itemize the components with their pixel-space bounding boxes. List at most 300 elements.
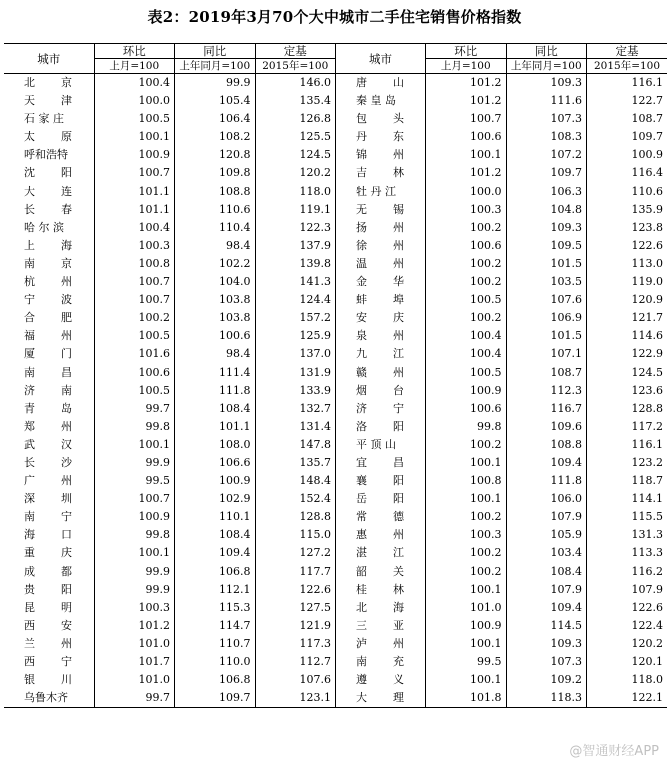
yoy-cell: 114.5: [506, 617, 587, 635]
city-name: 南宁: [24, 510, 72, 524]
yoy-cell: 101.5: [506, 255, 587, 273]
base-cell: 116.1: [587, 74, 668, 93]
city-cell: [336, 92, 426, 110]
mom-cell: 99.9: [94, 581, 175, 599]
yoy-cell: 110.0: [175, 653, 256, 671]
mom-cell: 100.1: [94, 436, 175, 454]
mom-cell: 101.0: [94, 671, 175, 689]
city-cell: [4, 526, 94, 544]
yoy-cell: 108.4: [175, 526, 256, 544]
table-row: [4, 74, 667, 93]
mom-header-right: 环比: [426, 44, 507, 59]
city-name: 长沙: [24, 455, 72, 469]
base-cell: 135.9: [587, 201, 668, 219]
mom-cell: 99.7: [94, 689, 175, 708]
city-cell: [4, 472, 94, 490]
city-name: 襄阳: [356, 474, 404, 488]
base-cell: 107.6: [255, 671, 336, 689]
city-cell: [336, 110, 426, 128]
mom-cell: 100.5: [94, 110, 175, 128]
city-cell: [336, 327, 426, 345]
base-cell: 120.1: [587, 653, 668, 671]
watermark: @智通财经APP: [569, 744, 659, 759]
yoy-cell: 106.8: [175, 671, 256, 689]
city-cell: [4, 164, 94, 182]
city-cell: [4, 490, 94, 508]
mom-cell: 100.6: [426, 237, 507, 255]
city-cell: [336, 418, 426, 436]
yoy-cell: 109.7: [506, 164, 587, 182]
base-subheader-right: 2015年=100: [587, 59, 668, 74]
mom-cell: 100.8: [426, 472, 507, 490]
city-cell: [4, 635, 94, 653]
city-header-right: 城市: [336, 44, 426, 74]
yoy-cell: 110.4: [175, 219, 256, 237]
base-cell: 135.7: [255, 454, 336, 472]
base-cell: 132.7: [255, 400, 336, 418]
mom-cell: 100.3: [426, 526, 507, 544]
table-row: [4, 110, 667, 128]
yoy-cell: 99.9: [175, 74, 256, 93]
city-name: 锦州: [356, 148, 404, 162]
city-name: 广州: [24, 474, 72, 488]
base-cell: 126.8: [255, 110, 336, 128]
mom-cell: 99.8: [426, 418, 507, 436]
yoy-cell: 103.8: [175, 291, 256, 309]
city-name: 牡丹江: [356, 184, 396, 198]
yoy-cell: 106.3: [506, 183, 587, 201]
yoy-cell: 102.2: [175, 255, 256, 273]
city-cell: [336, 345, 426, 363]
yoy-cell: 118.3: [506, 689, 587, 708]
mom-cell: 100.4: [426, 345, 507, 363]
table-row: [4, 671, 667, 689]
base-cell: 147.8: [255, 436, 336, 454]
table-row: [4, 291, 667, 309]
base-cell: 119.0: [587, 273, 668, 291]
mom-cell: 100.5: [426, 364, 507, 382]
mom-cell: 99.8: [94, 526, 175, 544]
table-row: [4, 617, 667, 635]
table-row: [4, 237, 667, 255]
city-name: 南昌: [24, 365, 72, 379]
base-cell: 152.4: [255, 490, 336, 508]
yoy-cell: 108.8: [175, 183, 256, 201]
base-cell: 122.6: [587, 599, 668, 617]
city-name: 北海: [356, 600, 404, 614]
base-cell: 110.6: [587, 183, 668, 201]
city-name: 太原: [24, 130, 72, 144]
table-row: [4, 544, 667, 562]
base-cell: 141.3: [255, 273, 336, 291]
city-name: 安庆: [356, 311, 404, 325]
table-row: [4, 219, 667, 237]
yoy-cell: 107.3: [506, 653, 587, 671]
city-cell: [4, 436, 94, 454]
yoy-cell: 101.1: [175, 418, 256, 436]
table-row: [4, 327, 667, 345]
city-name: 徐州: [356, 238, 404, 252]
yoy-cell: 112.3: [506, 382, 587, 400]
base-cell: 124.5: [587, 364, 668, 382]
mom-cell: 100.2: [426, 273, 507, 291]
base-subheader-left: 2015年=100: [255, 59, 336, 74]
city-cell: [4, 273, 94, 291]
table-row: [4, 345, 667, 363]
city-cell: [336, 490, 426, 508]
mom-cell: 100.1: [426, 454, 507, 472]
base-cell: 119.1: [255, 201, 336, 219]
mom-cell: 100.2: [426, 219, 507, 237]
yoy-cell: 109.4: [175, 544, 256, 562]
table-row: [4, 472, 667, 490]
city-cell: [4, 653, 94, 671]
base-cell: 114.1: [587, 490, 668, 508]
base-cell: 124.5: [255, 146, 336, 164]
table-row: [4, 255, 667, 273]
base-cell: 137.0: [255, 345, 336, 363]
table-row: [4, 128, 667, 146]
city-name: 赣州: [356, 365, 404, 379]
city-cell: [336, 201, 426, 219]
city-cell: [336, 653, 426, 671]
mom-subheader-left: 上月=100: [94, 59, 175, 74]
yoy-cell: 106.9: [506, 309, 587, 327]
base-header-left: 定基: [255, 44, 336, 59]
base-cell: 122.9: [587, 345, 668, 363]
city-cell: [336, 671, 426, 689]
yoy-cell: 114.7: [175, 617, 256, 635]
city-name: 北京: [24, 76, 72, 89]
mom-cell: 101.0: [94, 635, 175, 653]
base-cell: 131.4: [255, 418, 336, 436]
table-row: [4, 508, 667, 526]
mom-cell: 100.1: [94, 544, 175, 562]
mom-cell: 100.2: [426, 436, 507, 454]
base-cell: 121.9: [255, 617, 336, 635]
base-cell: 122.1: [587, 689, 668, 708]
base-cell: 116.2: [587, 563, 668, 581]
mom-cell: 100.1: [94, 128, 175, 146]
city-cell: [336, 74, 426, 93]
yoy-cell: 108.0: [175, 436, 256, 454]
base-cell: 117.3: [255, 635, 336, 653]
base-cell: 118.0: [587, 671, 668, 689]
base-cell: 123.1: [255, 689, 336, 708]
base-cell: 146.0: [255, 74, 336, 93]
base-cell: 125.9: [255, 327, 336, 345]
yoy-cell: 103.5: [506, 273, 587, 291]
base-cell: 109.7: [587, 128, 668, 146]
city-name: 泉州: [356, 329, 404, 343]
city-name: 桂林: [356, 582, 404, 596]
mom-cell: 101.2: [426, 164, 507, 182]
base-cell: 133.9: [255, 382, 336, 400]
yoy-cell: 105.9: [506, 526, 587, 544]
yoy-cell: 106.4: [175, 110, 256, 128]
yoy-cell: 107.6: [506, 291, 587, 309]
city-name: 武汉: [24, 437, 72, 451]
city-name: 西安: [24, 618, 72, 632]
mom-cell: 100.4: [426, 327, 507, 345]
city-name: 大连: [24, 184, 72, 198]
mom-cell: 101.0: [426, 599, 507, 617]
city-name: 韶关: [356, 564, 404, 578]
base-cell: 123.6: [587, 382, 668, 400]
yoy-cell: 104.8: [506, 201, 587, 219]
yoy-cell: 108.2: [175, 128, 256, 146]
city-cell: [4, 92, 94, 110]
city-cell: [336, 544, 426, 562]
mom-cell: 100.6: [94, 364, 175, 382]
yoy-cell: 115.3: [175, 599, 256, 617]
table-row: [4, 526, 667, 544]
city-cell: [336, 219, 426, 237]
mom-cell: 100.1: [426, 581, 507, 599]
yoy-cell: 111.6: [506, 92, 587, 110]
table-row: [4, 309, 667, 327]
table-row: [4, 201, 667, 219]
base-cell: 117.7: [255, 563, 336, 581]
base-cell: 131.3: [587, 526, 668, 544]
base-cell: 115.5: [587, 508, 668, 526]
mom-cell: 100.2: [426, 544, 507, 562]
city-cell: [336, 400, 426, 418]
mom-cell: 99.7: [94, 400, 175, 418]
city-cell: [4, 671, 94, 689]
yoy-cell: 110.6: [175, 201, 256, 219]
yoy-subheader-right: 上年同月=100: [506, 59, 587, 74]
base-cell: 116.1: [587, 436, 668, 454]
city-cell: [336, 454, 426, 472]
mom-subheader-right: 上月=100: [426, 59, 507, 74]
city-cell: [4, 237, 94, 255]
base-cell: 112.7: [255, 653, 336, 671]
base-cell: 118.7: [587, 472, 668, 490]
yoy-cell: 104.0: [175, 273, 256, 291]
base-cell: 122.6: [255, 581, 336, 599]
base-cell: 122.3: [255, 219, 336, 237]
table-row: [4, 635, 667, 653]
city-cell: [336, 563, 426, 581]
yoy-cell: 110.7: [175, 635, 256, 653]
mom-cell: 100.8: [94, 255, 175, 273]
city-cell: [336, 617, 426, 635]
mom-cell: 100.6: [426, 400, 507, 418]
base-cell: 157.2: [255, 309, 336, 327]
mom-cell: 100.1: [426, 671, 507, 689]
mom-cell: 100.2: [426, 309, 507, 327]
yoy-cell: 108.4: [175, 400, 256, 418]
city-cell: [4, 599, 94, 617]
city-cell: [336, 508, 426, 526]
mom-cell: 100.9: [94, 508, 175, 526]
base-cell: 118.0: [255, 183, 336, 201]
yoy-subheader-left: 上年同月=100: [175, 59, 256, 74]
yoy-cell: 109.4: [506, 454, 587, 472]
city-cell: [336, 255, 426, 273]
city-name: 温州: [356, 256, 404, 270]
city-name: 丹东: [356, 130, 404, 144]
city-cell: [336, 146, 426, 164]
yoy-cell: 111.8: [175, 382, 256, 400]
yoy-cell: 100.9: [175, 472, 256, 490]
city-name: 九江: [356, 347, 404, 361]
city-name: 宜昌: [356, 455, 404, 469]
city-cell: [4, 110, 94, 128]
base-cell: 122.6: [587, 237, 668, 255]
city-name: 昆明: [24, 600, 72, 614]
city-cell: [336, 635, 426, 653]
base-cell: 120.9: [587, 291, 668, 309]
city-name: 石家庄: [24, 112, 64, 126]
yoy-header-left: 同比: [175, 44, 256, 59]
mom-cell: 100.3: [94, 599, 175, 617]
city-name: 无锡: [356, 202, 404, 216]
city-name: 天津: [24, 94, 72, 108]
mom-cell: 101.2: [426, 92, 507, 110]
mom-cell: 100.3: [94, 237, 175, 255]
city-name: 蚌埠: [356, 293, 404, 307]
base-cell: 117.2: [587, 418, 668, 436]
table-row: [4, 653, 667, 671]
mom-cell: 100.7: [94, 291, 175, 309]
base-cell: 131.9: [255, 364, 336, 382]
city-name: 宁波: [24, 293, 72, 307]
mom-cell: 100.1: [426, 490, 507, 508]
table-row: [4, 689, 667, 708]
city-cell: [336, 526, 426, 544]
mom-cell: 101.8: [426, 689, 507, 708]
yoy-cell: 103.8: [175, 309, 256, 327]
city-name: 贵阳: [24, 582, 72, 596]
mom-cell: 101.1: [94, 183, 175, 201]
table-row: [4, 563, 667, 581]
base-cell: 107.9: [587, 581, 668, 599]
mom-cell: 100.4: [94, 219, 175, 237]
price-index-table: [4, 43, 667, 708]
yoy-cell: 107.1: [506, 345, 587, 363]
city-cell: [4, 183, 94, 201]
city-cell: [4, 128, 94, 146]
base-cell: 125.5: [255, 128, 336, 146]
city-cell: [336, 309, 426, 327]
yoy-cell: 107.2: [506, 146, 587, 164]
city-cell: [336, 237, 426, 255]
table-row: [4, 418, 667, 436]
city-cell: [4, 219, 94, 237]
city-cell: [336, 599, 426, 617]
base-cell: 127.2: [255, 544, 336, 562]
yoy-cell: 107.9: [506, 508, 587, 526]
city-cell: [4, 544, 94, 562]
table-title: 表2：2019年3月70个大中城市二手住宅销售价格指数: [147, 8, 522, 26]
yoy-header-right: 同比: [506, 44, 587, 59]
city-cell: [4, 617, 94, 635]
mom-cell: 100.9: [94, 146, 175, 164]
mom-cell: 101.7: [94, 653, 175, 671]
base-cell: 128.8: [587, 400, 668, 418]
city-name: 杭州: [24, 275, 72, 289]
city-name: 常德: [356, 510, 404, 524]
city-cell: [336, 689, 426, 708]
mom-cell: 100.2: [426, 508, 507, 526]
base-cell: 123.2: [587, 454, 668, 472]
mom-cell: 100.7: [426, 110, 507, 128]
base-cell: 120.2: [587, 635, 668, 653]
table-row: [4, 581, 667, 599]
yoy-cell: 111.8: [506, 472, 587, 490]
table-row: [4, 183, 667, 201]
city-cell: [4, 563, 94, 581]
city-cell: [4, 418, 94, 436]
mom-cell: 101.2: [426, 74, 507, 93]
city-cell: [4, 689, 94, 708]
city-cell: [336, 364, 426, 382]
yoy-cell: 100.6: [175, 327, 256, 345]
base-cell: 148.4: [255, 472, 336, 490]
city-name: 岳阳: [356, 492, 404, 506]
city-name: 哈尔滨: [24, 220, 64, 234]
mom-cell: 100.1: [426, 146, 507, 164]
city-cell: [336, 436, 426, 454]
city-name: 遵义: [356, 673, 404, 687]
city-name: 包头: [356, 112, 404, 126]
city-name: 金华: [356, 275, 404, 289]
city-cell: [336, 183, 426, 201]
mom-cell: 100.7: [94, 273, 175, 291]
base-cell: 115.0: [255, 526, 336, 544]
yoy-cell: 109.3: [506, 219, 587, 237]
city-cell: [336, 382, 426, 400]
yoy-cell: 107.3: [506, 110, 587, 128]
city-cell: [4, 454, 94, 472]
mom-cell: 101.6: [94, 345, 175, 363]
base-header-right: 定基: [587, 44, 668, 59]
base-cell: 139.8: [255, 255, 336, 273]
yoy-cell: 109.2: [506, 671, 587, 689]
city-name: 湛江: [356, 546, 404, 560]
base-cell: 127.5: [255, 599, 336, 617]
table-row: [4, 382, 667, 400]
city-cell: [4, 327, 94, 345]
base-cell: 108.7: [587, 110, 668, 128]
base-cell: 120.2: [255, 164, 336, 182]
base-cell: 113.0: [587, 255, 668, 273]
table-row: [4, 436, 667, 454]
city-name: 泸州: [356, 636, 404, 650]
mom-cell: 100.6: [426, 128, 507, 146]
yoy-cell: 111.4: [175, 364, 256, 382]
mom-cell: 100.4: [94, 74, 175, 93]
yoy-cell: 108.4: [506, 563, 587, 581]
city-cell: [4, 74, 94, 93]
city-cell: [4, 146, 94, 164]
mom-cell: 100.9: [426, 617, 507, 635]
city-name: 上海: [24, 238, 72, 252]
mom-cell: 100.3: [426, 201, 507, 219]
yoy-cell: 106.6: [175, 454, 256, 472]
mom-cell: 100.7: [94, 164, 175, 182]
yoy-cell: 103.4: [506, 544, 587, 562]
yoy-cell: 106.8: [175, 563, 256, 581]
city-name: 烟台: [356, 383, 404, 397]
city-cell: [336, 164, 426, 182]
yoy-cell: 116.7: [506, 400, 587, 418]
city-cell: [4, 581, 94, 599]
base-cell: 123.8: [587, 219, 668, 237]
city-name: 呼和浩特: [24, 148, 68, 162]
